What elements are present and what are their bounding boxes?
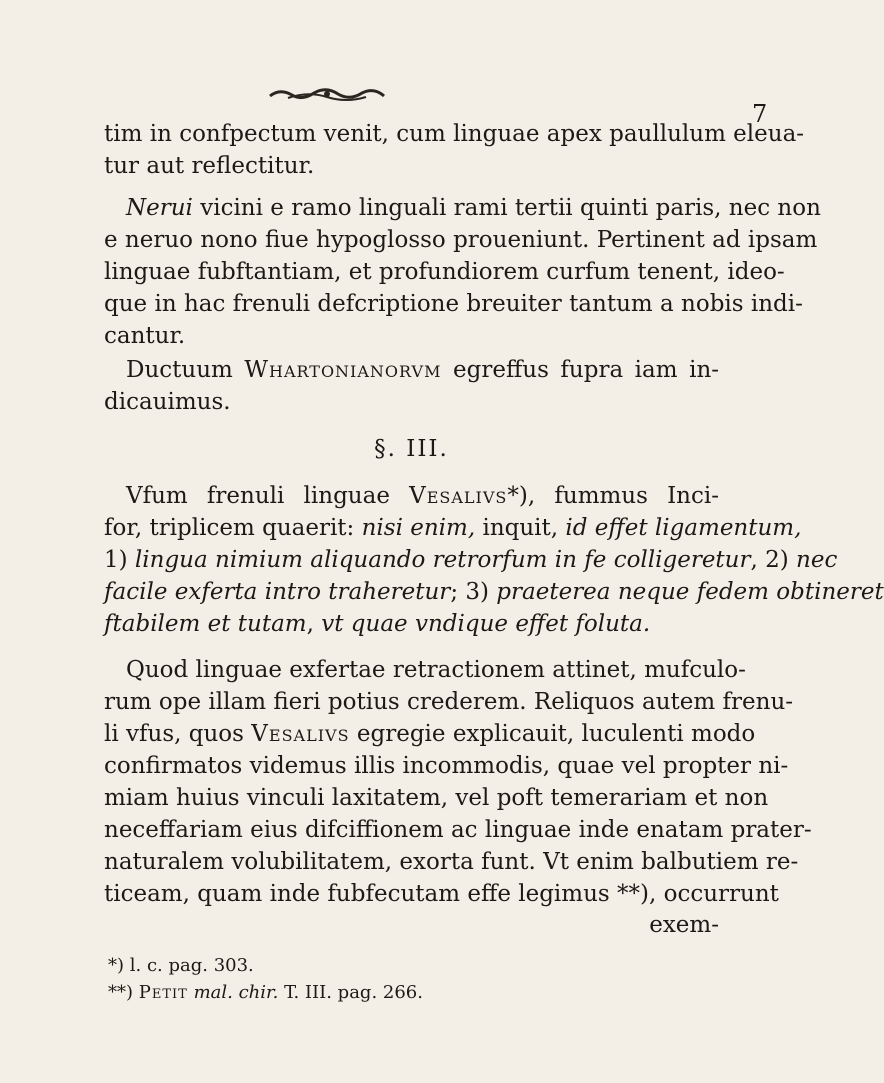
footnote-1: *) l. c. pag. 303. [108, 955, 254, 976]
text-line: dicauimus. [104, 389, 231, 415]
author-name: Petit [138, 982, 188, 1003]
text-line: ticeam, quam inde fubfecutam effe legimus **), occurrunt [104, 881, 779, 907]
text-line: for, triplicem quaerit: nisi enim, inquit, id effet ligamentum, [104, 515, 802, 541]
paragraph-5 [104, 654, 812, 910]
paragraph-3 [104, 354, 719, 418]
text-line: rum ope illam fieri potius crederem. Reliquos autem frenu- [104, 689, 794, 715]
ornament-icon [268, 86, 386, 104]
text-line: neceffariam eius difciffionem ac linguae inde enatam prater- [104, 817, 812, 843]
text-line: cantur. [104, 323, 186, 349]
text-line: Nerui vicini e ramo linguali rami tertii quinti paris, nec non [126, 195, 821, 221]
text-line: li vfus, quos Vesalivs egregie explicauit, luculenti modo [104, 721, 756, 747]
text-line: tim in confpectum venit, cum linguae apex paullulum eleua- [104, 121, 805, 147]
text-line: e neruo nono fiue hypoglosso proueniunt. Pertinent ad ipsam [104, 227, 818, 253]
text-line: Vfum frenuli linguae Vesalivs*), fummus Inci- [126, 483, 720, 509]
text-line: ftabilem et tutam, vt quae vndique effet foluta. [104, 611, 651, 637]
text-line: Ductuum Whartonianorvm egreffus fupra iam in- [126, 357, 720, 383]
text-line: linguae fubftantiam, et profundiorem curfum tenent, ideo- [104, 259, 785, 285]
section-heading: §. III. [374, 436, 449, 462]
page-number: 7 [752, 100, 768, 128]
text-line: 1) lingua nimium aliquando retrorfum in fe colligeretur, 2) nec [104, 547, 838, 573]
text-line: facile exferta intro traheretur; 3) praeterea neque fedem obtineret [104, 579, 884, 605]
footnote-2: **) Petit mal. chir. T. III. pag. 266. [108, 982, 423, 1003]
author-name: Whartonianorvm [244, 357, 442, 383]
paragraph-1 [104, 118, 805, 182]
text-line: confirmatos videmus illis incommodis, quae vel propter ni- [104, 753, 789, 779]
text-line: miam huius vinculi laxitatem, vel poft temerariam et non [104, 785, 769, 811]
italic-term: Nerui [126, 195, 193, 221]
author-name: Vesalivs [251, 721, 350, 747]
paragraph-2 [104, 192, 821, 352]
paragraph-4 [104, 480, 884, 640]
text-line: que in hac frenuli defcriptione breuiter tantum a nobis indi- [104, 291, 803, 317]
author-name: Vesalivs [409, 483, 508, 509]
text-line: naturalem volubilitatem, exorta funt. Vt enim balbutiem re- [104, 849, 799, 875]
catchword: exem- [649, 912, 719, 938]
text-line: tur aut reflectitur. [104, 153, 315, 179]
footnotes [108, 952, 723, 1006]
text-line: Quod linguae exfertae retractionem attinet, mufculo- [126, 657, 746, 683]
